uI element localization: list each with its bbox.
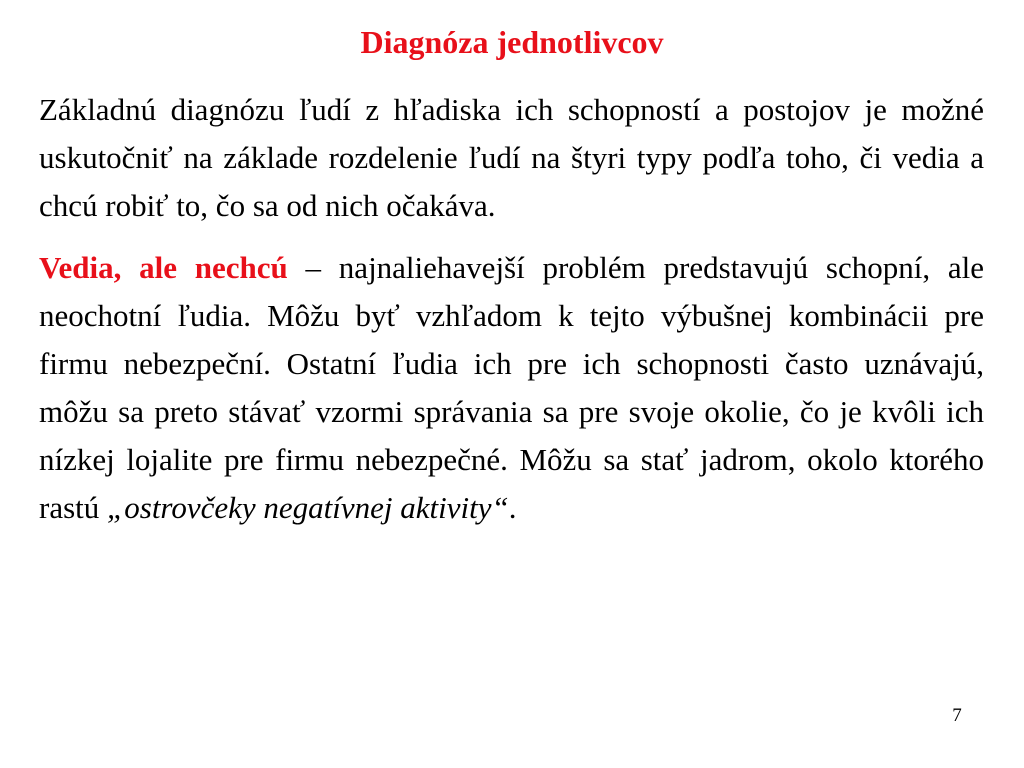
paragraph-text: – najnaliehavejší problém predstavujú schopní, ale neochotní ľudia. Môžu byť vzhľadom k tejto výbušnej kombinácii pre firmu nebezpeční. Ostatní ľudia ich pre ich schopnosti často uznávajú, môžu sa preto stávať vzormi správania sa pre svoje okolie, čo je kvôli ich nízkej lojalite pre firmu nebezpečné. Môžu sa stať jadrom, okolo ktorého rastú [39,250,985,525]
paragraph-quote: „ostrovčeky negatívnej aktivity“ [107,490,509,525]
paragraph-end: . [508,490,517,525]
page-number: 7 [952,705,962,726]
paragraph-vedia-ale-nechcu [39,244,984,532]
paragraph-lead-term: Vedia, ale nechcú [39,250,288,285]
slide-body [39,86,984,532]
slide-title: Diagnóza jednotlivcov [360,24,664,60]
paragraph-intro: Základnú diagnózu ľudí z hľadiska ich schopností a postojov je možné uskutočniť na základe rozdelenie ľudí na štyri typy podľa toho, či vedia a chcú robiť to, čo sa od nich očakáva. [39,92,984,223]
